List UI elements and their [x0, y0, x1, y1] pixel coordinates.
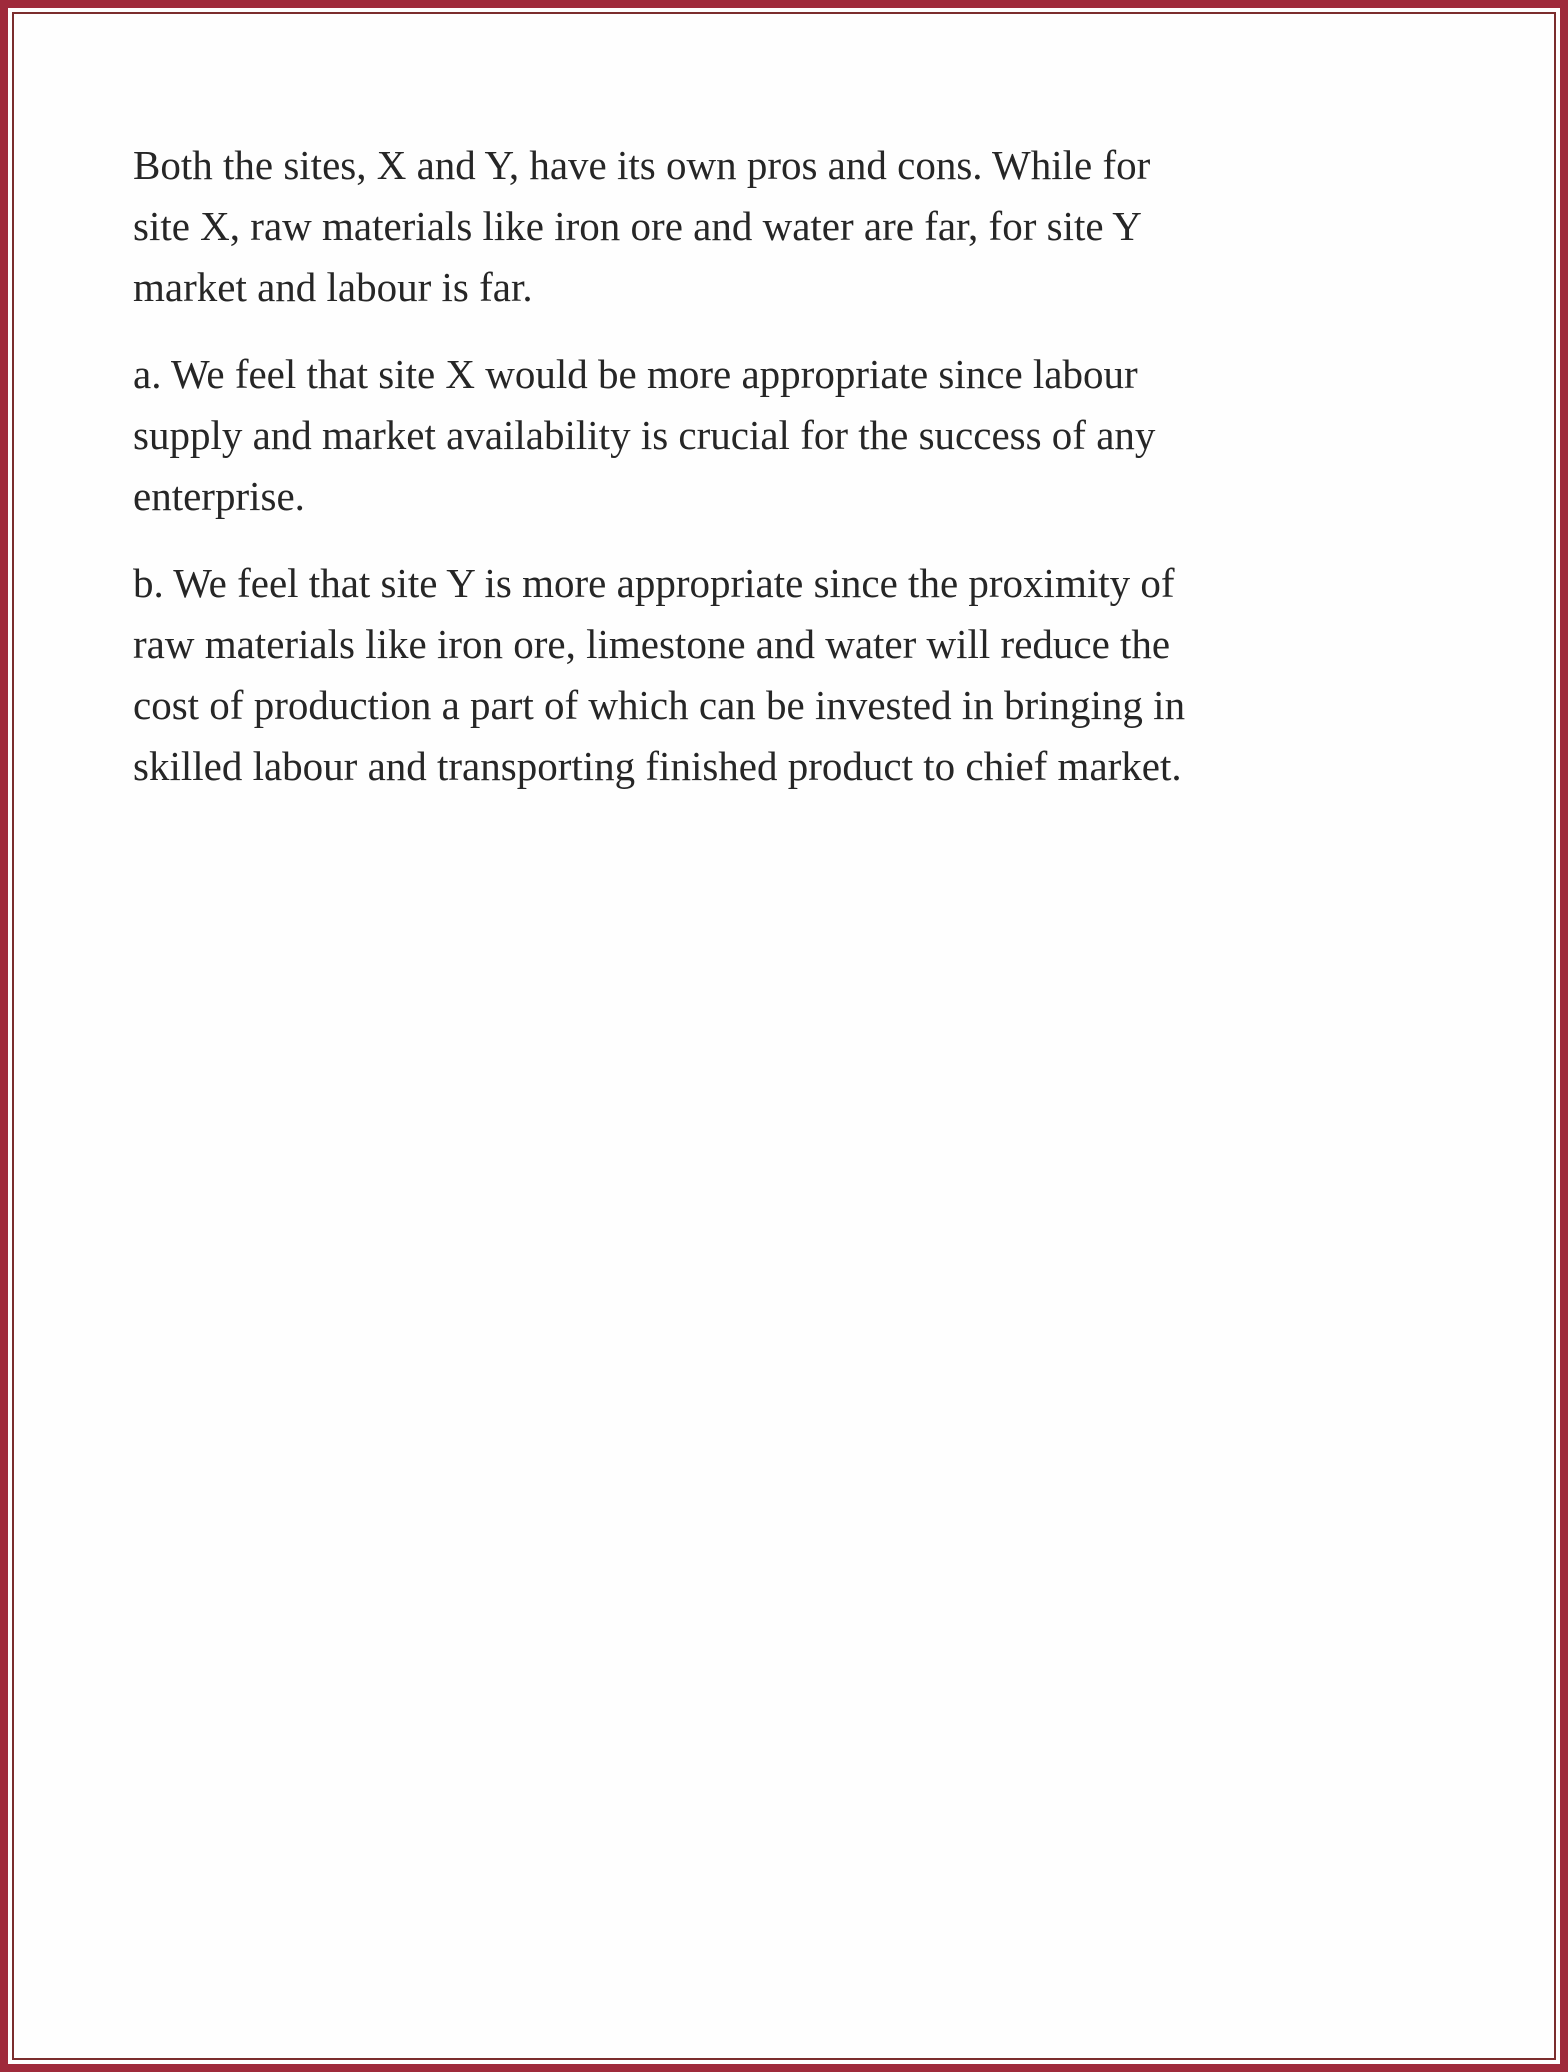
text-line: market and labour is far. — [133, 264, 533, 310]
document-page — [8, 8, 1560, 2064]
text-line: a. We feel that site X would be more appropriate since labour — [133, 351, 1138, 397]
text-line: b. We feel that site Y is more appropriate since the proximity of — [133, 560, 1175, 606]
text-line: enterprise. — [133, 473, 305, 519]
text-line: supply and market availability is crucial for the success of any — [133, 412, 1156, 458]
paragraph-intro — [133, 135, 1513, 318]
text-line: site X, raw materials like iron ore and water are far, for site Y — [133, 203, 1142, 249]
text-line: raw materials like iron ore, limestone and water will reduce the — [133, 621, 1171, 667]
paragraph-option-b — [133, 553, 1513, 797]
document-body — [133, 135, 1513, 823]
text-line: cost of production a part of which can be invested in bringing in — [133, 682, 1186, 728]
text-line: skilled labour and transporting finished product to chief market. — [133, 743, 1182, 789]
paragraph-option-a — [133, 344, 1513, 527]
text-line: Both the sites, X and Y, have its own pros and cons. While for — [133, 142, 1151, 188]
